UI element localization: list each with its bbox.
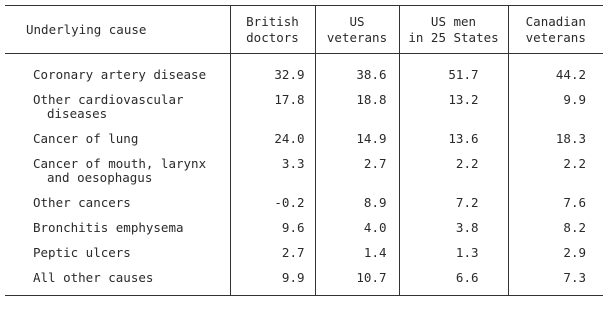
cause-cell bbox=[5, 267, 230, 296]
value-us-veterans: 1.4 bbox=[315, 242, 399, 267]
cause-cell bbox=[5, 192, 230, 217]
header-british-doctors-line2: doctors bbox=[246, 29, 299, 45]
value-canadian-veterans: 18.3 bbox=[508, 128, 603, 153]
value-canadian-veterans: 44.2 bbox=[508, 64, 603, 89]
value-us-veterans: 8.9 bbox=[315, 192, 399, 217]
cause-cell bbox=[5, 89, 230, 128]
value-british-doctors: 17.8 bbox=[230, 89, 315, 128]
header-us-men-25-states bbox=[399, 6, 508, 54]
value-us-men: 1.3 bbox=[399, 242, 508, 267]
value-us-veterans: 14.9 bbox=[315, 128, 399, 153]
table-row bbox=[5, 267, 603, 296]
header-canadian-veterans bbox=[508, 6, 603, 54]
cause-cell bbox=[5, 64, 230, 89]
value-us-men: 2.2 bbox=[399, 153, 508, 192]
header-us-veterans-line1: US bbox=[349, 13, 365, 29]
table-row bbox=[5, 89, 603, 128]
mortality-table-container bbox=[5, 5, 603, 317]
value-british-doctors: 2.7 bbox=[230, 242, 315, 267]
header-us-veterans-line2: veterans bbox=[326, 29, 388, 45]
cause-cell bbox=[5, 153, 230, 192]
header-us-veterans bbox=[315, 6, 399, 54]
spacer-cell bbox=[508, 54, 603, 65]
mortality-by-cause-table bbox=[5, 5, 603, 296]
spacer-cell bbox=[399, 54, 508, 65]
value-canadian-veterans: 2.2 bbox=[508, 153, 603, 192]
value-us-veterans: 4.0 bbox=[315, 217, 399, 242]
cause-label-continuation: diseases bbox=[47, 106, 108, 121]
header-us-men-line2: in 25 States bbox=[408, 29, 499, 45]
cause-cell bbox=[5, 217, 230, 242]
value-british-doctors: 32.9 bbox=[230, 64, 315, 89]
spacer-cell bbox=[230, 54, 315, 65]
header-us-men-line1: US men bbox=[430, 13, 477, 29]
header-row bbox=[5, 6, 603, 54]
cause-label: All other causes bbox=[33, 270, 154, 285]
value-canadian-veterans: 2.9 bbox=[508, 242, 603, 267]
cause-cell bbox=[5, 128, 230, 153]
value-british-doctors: -0.2 bbox=[230, 192, 315, 217]
table-row bbox=[5, 128, 603, 153]
value-us-men: 7.2 bbox=[399, 192, 508, 217]
value-british-doctors: 3.3 bbox=[230, 153, 315, 192]
cause-cell bbox=[5, 242, 230, 267]
cause-label: Bronchitis emphysema bbox=[33, 220, 184, 235]
value-us-men: 13.6 bbox=[399, 128, 508, 153]
value-canadian-veterans: 7.3 bbox=[508, 267, 603, 296]
table-header bbox=[5, 6, 603, 54]
cause-label: Cancer of mouth, larynx bbox=[33, 156, 207, 171]
cause-label: Other cardiovascular bbox=[33, 92, 184, 107]
value-british-doctors: 9.9 bbox=[230, 267, 315, 296]
cause-label: Cancer of lung bbox=[33, 131, 139, 146]
table-row bbox=[5, 242, 603, 267]
spacer-cell bbox=[5, 54, 230, 65]
cause-label: Coronary artery disease bbox=[33, 67, 207, 82]
table-row bbox=[5, 153, 603, 192]
header-british-doctors bbox=[230, 6, 315, 54]
value-us-veterans: 10.7 bbox=[315, 267, 399, 296]
cause-label-continuation: and oesophagus bbox=[47, 170, 153, 185]
value-us-men: 51.7 bbox=[399, 64, 508, 89]
value-british-doctors: 9.6 bbox=[230, 217, 315, 242]
value-canadian-veterans: 9.9 bbox=[508, 89, 603, 128]
spacer-row bbox=[5, 54, 603, 65]
spacer-cell bbox=[315, 54, 399, 65]
value-british-doctors: 24.0 bbox=[230, 128, 315, 153]
cause-label: Peptic ulcers bbox=[33, 245, 131, 260]
header-underlying-cause-text: Underlying cause bbox=[26, 21, 147, 37]
value-us-men: 13.2 bbox=[399, 89, 508, 128]
header-canadian-veterans-line2: veterans bbox=[525, 29, 586, 45]
cause-label: Other cancers bbox=[33, 195, 131, 210]
value-canadian-veterans: 8.2 bbox=[508, 217, 603, 242]
table-row bbox=[5, 192, 603, 217]
table-row bbox=[5, 64, 603, 89]
value-canadian-veterans: 7.6 bbox=[508, 192, 603, 217]
table-body bbox=[5, 54, 603, 296]
header-canadian-veterans-line1: Canadian bbox=[525, 13, 586, 29]
header-underlying-cause bbox=[5, 6, 230, 54]
value-us-veterans: 2.7 bbox=[315, 153, 399, 192]
value-us-men: 3.8 bbox=[399, 217, 508, 242]
header-british-doctors-line1: British bbox=[246, 13, 299, 29]
value-us-men: 6.6 bbox=[399, 267, 508, 296]
value-us-veterans: 18.8 bbox=[315, 89, 399, 128]
table-row bbox=[5, 217, 603, 242]
value-us-veterans: 38.6 bbox=[315, 64, 399, 89]
